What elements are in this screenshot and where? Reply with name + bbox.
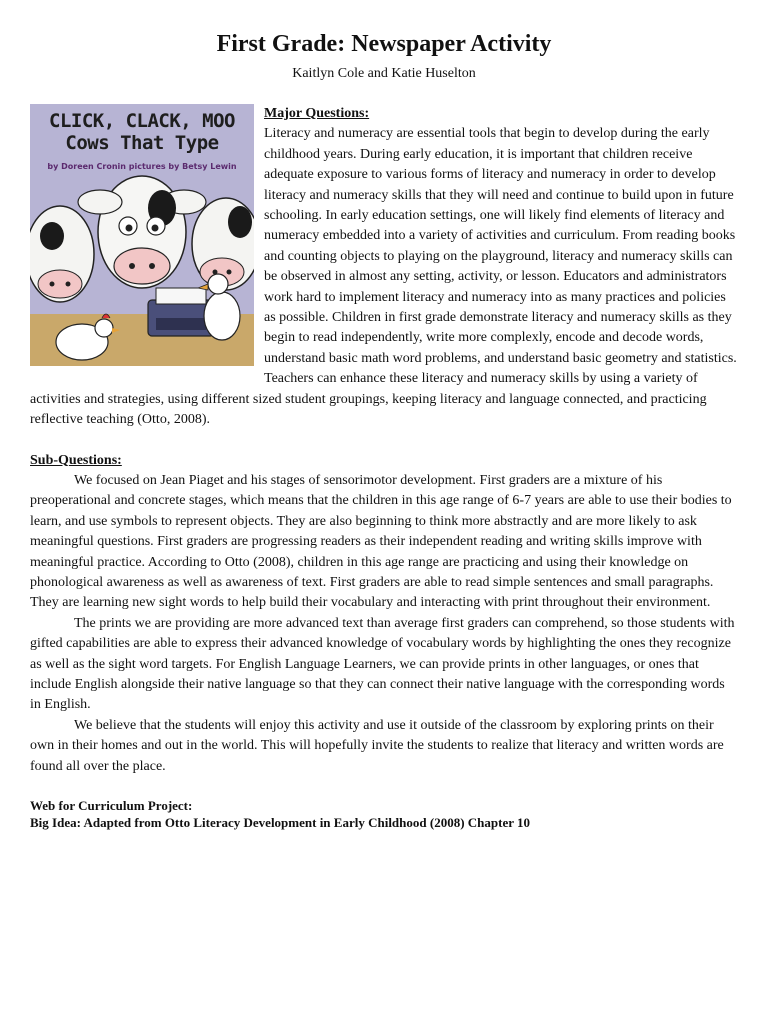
sub-questions-heading: Sub-Questions: [30, 452, 122, 468]
book-cover-image [30, 104, 254, 366]
cover-title [30, 110, 254, 154]
cover-title-line-1: CLICK, CLACK, MOO [49, 110, 235, 132]
sub-questions-paragraph-3: We believe that the students will enjoy this activity and use it outside of the classroom by exploring prints on their own in their homes and out in the world. This will hopefully invite the students to realize that literacy and written words are found all over the place. [30, 717, 724, 774]
authors-line: Kaitlyn Cole and Katie Huselton [292, 66, 476, 81]
document-body [30, 104, 738, 831]
section-spacer [30, 777, 738, 797]
big-idea-line: Big Idea: Adapted from Otto Literacy Development in Early Childhood (2008) Chapter 10 [30, 815, 531, 830]
cover-title-line-2: Cows That Type [65, 132, 219, 154]
cover-credit: by Doreen Cronin pictures by Betsy Lewin [47, 162, 237, 171]
sub-questions-paragraph-2: The prints we are providing are more advanced text than average first graders can comprehend, so those students with gifted capabilities are able to express their advanced knowledge of vocabulary words by highlighting the ones they recognize as well as the sight word targets. For English Language Learners, we can provide prints in other languages, or ones that include English alongside their native language so that they can connect their native language with the corresponding words in English. [30, 615, 735, 713]
major-questions-heading: Major Questions: [264, 106, 370, 121]
web-curriculum-title: Web for Curriculum Project: [30, 798, 193, 813]
major-questions-paragraph: Literacy and numeracy are essential tools that begin to develop during the early childhood years. During early education, it is important that children receive adequate exposure to various forms of literacy and numeracy in order to develop literacy and numeracy skills that they will need and continue to build upon in future schooling. In early education settings, one will likely find elements of literacy and numeracy embedded into a variety of activities and curriculum. From reading books and counting objects to playing on the playground, literacy and numeracy skills can be observed in almost any setting, activity, or lesson. Educators and administrators work hard to implement literacy and numeracy into as many practices and policies as possible. Children in first grade demonstrate literacy and numeracy skills as they begin to read independently, write more complexly, encode and decode words, understand basic math word problems, and understand basic geometry and statistics. Teachers can enhance these literacy and numeracy skills by using a variety of activities and strategies, using different sized student groupings, keeping literacy and language connected, and practicing reflective teaching (Otto, 2008). [30, 126, 737, 428]
page-title: First Grade: Newspaper Activity [216, 31, 552, 57]
section-spacer [30, 431, 738, 451]
sub-questions-paragraph-1: We focused on Jean Piaget and his stages of sensorimotor development. First graders are a mixture of his preoperational and concrete stages, which means that the children in this age range of 6-7 years are able to use their bodies to learn, and use symbols to represent objects. They are also beginning to think more abstractly and are more likely to ask meaningful questions. First graders are progressing readers as their independent reading and writing skills improve with meaningful practice. According to Otto (2008), children in this age range are practicing and using their knowledge on phonological awareness as well as awareness of text. First graders are able to read simple sentences and small paragraphs. They are learning new sight words to help build their vocabulary and interacting with print throughout their environment. [30, 472, 732, 611]
